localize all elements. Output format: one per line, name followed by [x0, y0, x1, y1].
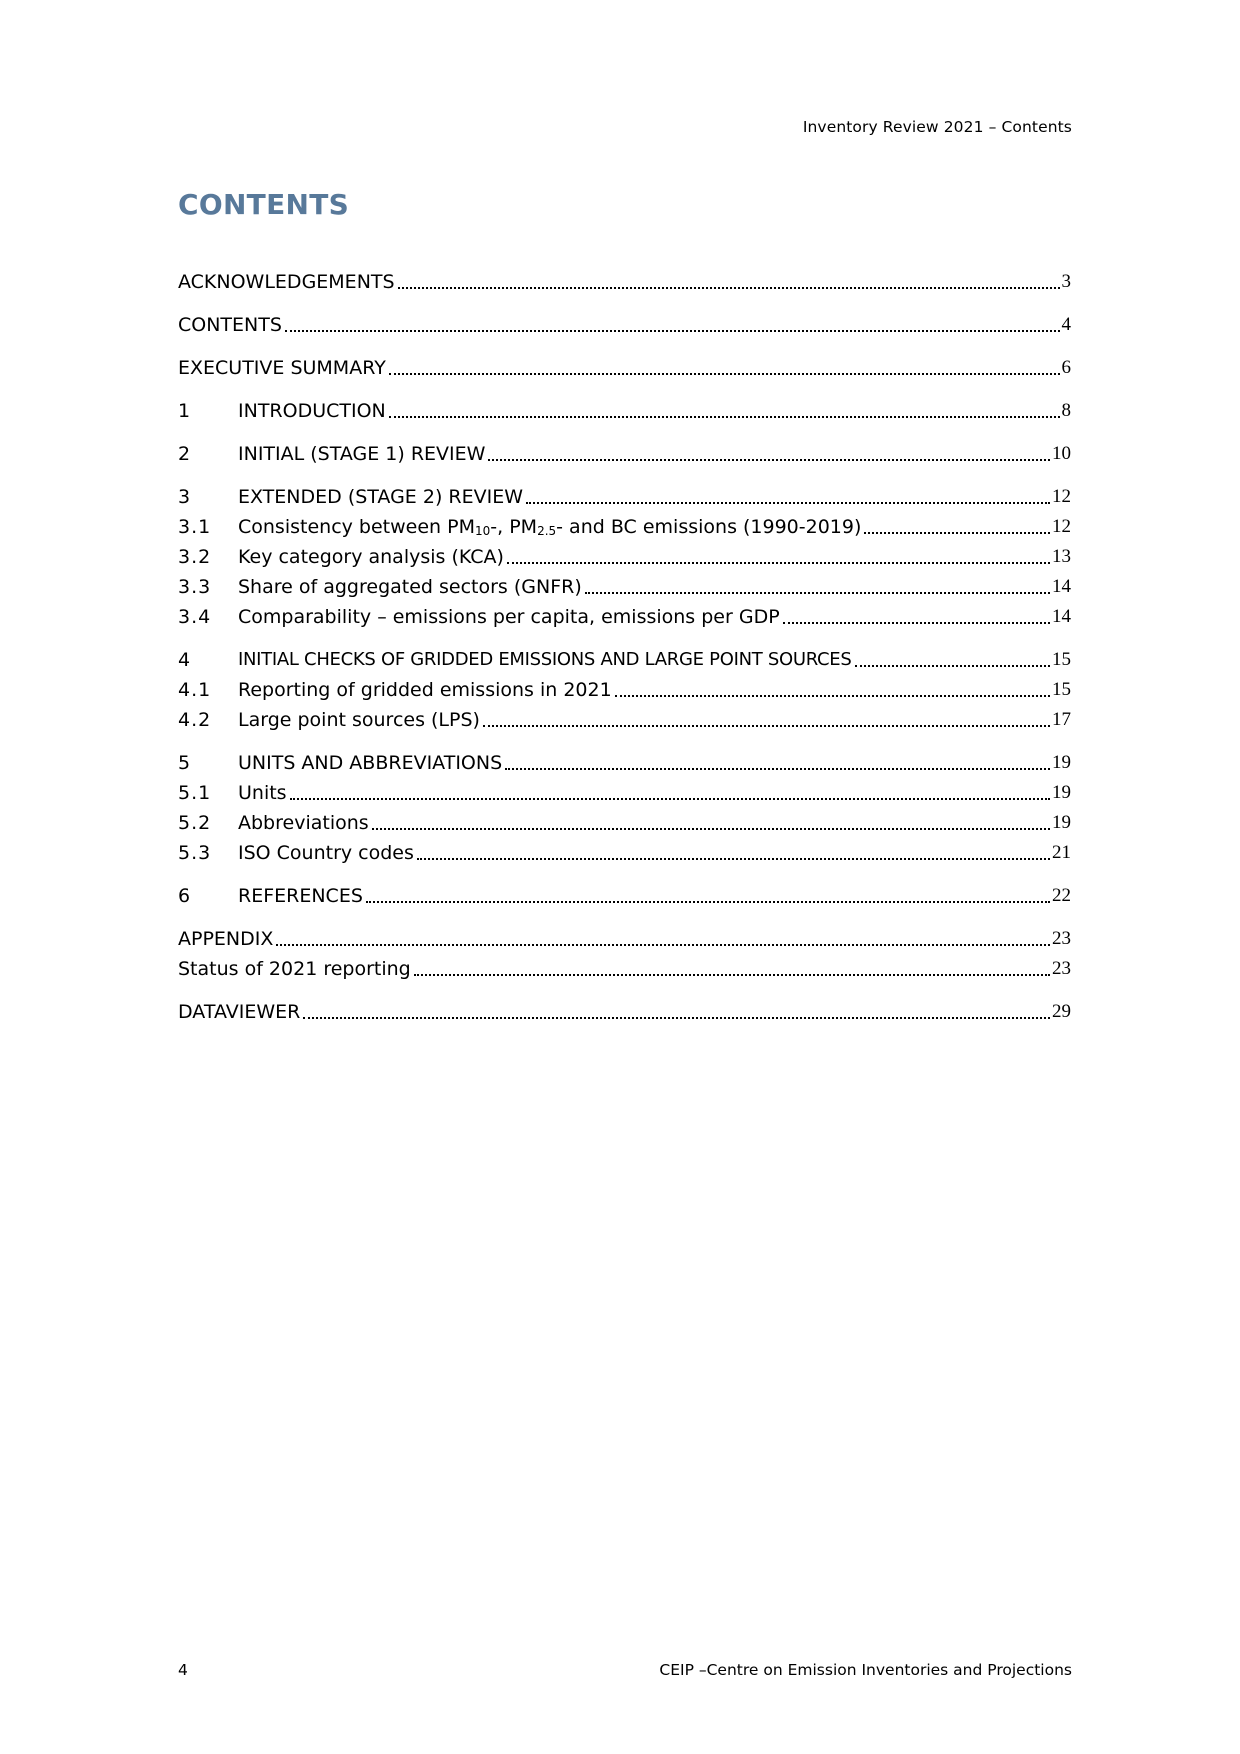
toc-label: UNITS AND ABBREVIATIONS — [238, 752, 503, 774]
subscript-2-5: 2.5 — [537, 524, 557, 538]
toc-section-number: 4 — [178, 649, 191, 671]
toc-entry-abbreviations[interactable] — [178, 807, 1071, 835]
toc-section-number: 3.4 — [178, 606, 212, 628]
toc-page-number: 23 — [1052, 958, 1071, 979]
toc-section-number: 4.2 — [178, 709, 212, 731]
toc-page-number: 19 — [1052, 782, 1071, 803]
toc-entry-units-abbreviations[interactable] — [178, 747, 1071, 775]
toc-page-number: 8 — [1061, 400, 1071, 421]
toc-label: Units — [238, 782, 287, 804]
toc-label: EXECUTIVE SUMMARY — [178, 357, 386, 379]
dot-leader — [414, 974, 1050, 976]
label-text: - and BC emissions (1990-2019) — [556, 516, 862, 538]
toc-section-number: 3 — [178, 486, 191, 508]
toc-entry-gnfr[interactable] — [178, 571, 1071, 599]
toc-page-number: 22 — [1052, 885, 1071, 906]
dot-leader — [855, 665, 1050, 667]
label-text: Consistency between PM — [238, 516, 475, 538]
toc-section-number: 5.2 — [178, 812, 212, 834]
toc-entry-kca[interactable] — [178, 541, 1071, 569]
dot-leader — [526, 502, 1050, 504]
toc-label: REFERENCES — [238, 885, 363, 907]
toc-label: Comparability – emissions per capita, emissions per GDP — [238, 606, 780, 628]
toc-label: ACKNOWLEDGEMENTS — [178, 271, 395, 293]
dot-leader — [276, 944, 1050, 946]
toc-page-number: 3 — [1061, 271, 1071, 292]
toc-section-number: 1 — [178, 400, 191, 422]
toc-section-number: 3.2 — [178, 546, 212, 568]
toc-entry-initial-review[interactable] — [178, 438, 1071, 466]
toc-entry-introduction[interactable] — [178, 395, 1071, 423]
toc-page-number: 12 — [1052, 486, 1071, 507]
toc-section-number: 4.1 — [178, 679, 212, 701]
toc-section-number: 3.3 — [178, 576, 212, 598]
toc-entry-lps[interactable] — [178, 704, 1071, 732]
toc-label: DATAVIEWER — [178, 1001, 301, 1023]
page-title: CONTENTS — [178, 188, 350, 221]
toc-label — [238, 515, 861, 539]
running-header: Inventory Review 2021 – Contents — [802, 118, 1072, 136]
dot-leader — [389, 416, 1060, 418]
toc-page-number: 21 — [1052, 842, 1071, 863]
dot-leader — [615, 695, 1050, 697]
dot-leader — [505, 768, 1050, 770]
toc-page-number: 23 — [1052, 928, 1071, 949]
toc-entry-appendix[interactable] — [178, 923, 1071, 951]
toc-label: Key category analysis (KCA) — [238, 546, 504, 568]
dot-leader — [389, 373, 1060, 375]
toc-page-number: 15 — [1052, 649, 1071, 670]
toc-label: INITIAL (STAGE 1) REVIEW — [238, 443, 486, 465]
dot-leader — [585, 592, 1050, 594]
dot-leader — [417, 858, 1050, 860]
dot-leader — [483, 725, 1050, 727]
toc-label: Large point sources (LPS) — [238, 709, 480, 731]
toc-section-number: 6 — [178, 885, 191, 907]
toc-label: INITIAL CHECKS OF GRIDDED EMISSIONS AND LARGE POINT SOURCES — [238, 649, 852, 670]
toc-page-number: 14 — [1052, 576, 1071, 597]
toc-label: Abbreviations — [238, 812, 369, 834]
footer-organization: CEIP –Centre on Emission Inventories and Projections — [659, 1661, 1072, 1679]
toc-entry-gridded-reporting[interactable] — [178, 674, 1071, 702]
toc-section-number: 5.1 — [178, 782, 212, 804]
toc-page-number: 17 — [1052, 709, 1071, 730]
toc-label: ISO Country codes — [238, 842, 414, 864]
dot-leader — [507, 562, 1050, 564]
dot-leader — [285, 330, 1060, 332]
toc-label: Status of 2021 reporting — [178, 958, 411, 980]
label-text: -, PM — [490, 516, 538, 538]
dot-leader — [372, 828, 1050, 830]
dot-leader — [488, 459, 1050, 461]
toc-entry-gridded-checks[interactable] — [178, 644, 1071, 672]
toc-entry-units[interactable] — [178, 777, 1071, 805]
toc-page-number: 13 — [1052, 546, 1071, 567]
toc-entry-contents[interactable] — [178, 309, 1071, 337]
toc-page-number: 10 — [1052, 443, 1071, 464]
toc-entry-comparability[interactable] — [178, 601, 1071, 629]
toc-entry-acknowledgements[interactable] — [178, 266, 1071, 294]
toc-entry-extended-review[interactable] — [178, 481, 1071, 509]
toc-entry-executive-summary[interactable] — [178, 352, 1071, 380]
toc-page-number: 19 — [1052, 812, 1071, 833]
toc-label: Reporting of gridded emissions in 2021 — [238, 679, 612, 701]
dot-leader — [398, 287, 1060, 289]
toc-section-number: 3.1 — [178, 516, 212, 538]
dot-leader — [290, 798, 1050, 800]
toc-page-number: 19 — [1052, 752, 1071, 773]
toc-entry-consistency[interactable] — [178, 511, 1071, 539]
toc-entry-references[interactable] — [178, 880, 1071, 908]
toc-label: APPENDIX — [178, 928, 274, 950]
dot-leader — [366, 901, 1050, 903]
toc-label: EXTENDED (STAGE 2) REVIEW — [238, 486, 523, 508]
toc-label: INTRODUCTION — [238, 400, 386, 422]
toc-entry-status-2021[interactable] — [178, 953, 1071, 981]
dot-leader — [783, 622, 1050, 624]
footer-page-number: 4 — [178, 1661, 188, 1679]
dot-leader — [303, 1017, 1050, 1019]
toc-page-number: 12 — [1052, 516, 1071, 537]
toc-label: Share of aggregated sectors (GNFR) — [238, 576, 582, 598]
toc-page-number: 4 — [1061, 314, 1071, 335]
toc-section-number: 5 — [178, 752, 191, 774]
toc-page-number: 6 — [1061, 357, 1071, 378]
toc-entry-iso-country-codes[interactable] — [178, 837, 1071, 865]
toc-section-number: 5.3 — [178, 842, 212, 864]
toc-entry-dataviewer[interactable] — [178, 996, 1071, 1024]
toc-page-number: 14 — [1052, 606, 1071, 627]
toc-page-number: 15 — [1052, 679, 1071, 700]
toc-label: CONTENTS — [178, 314, 282, 336]
dot-leader — [864, 532, 1050, 534]
toc-page-number: 29 — [1052, 1001, 1071, 1022]
subscript-10: 10 — [474, 524, 491, 538]
toc-section-number: 2 — [178, 443, 191, 465]
